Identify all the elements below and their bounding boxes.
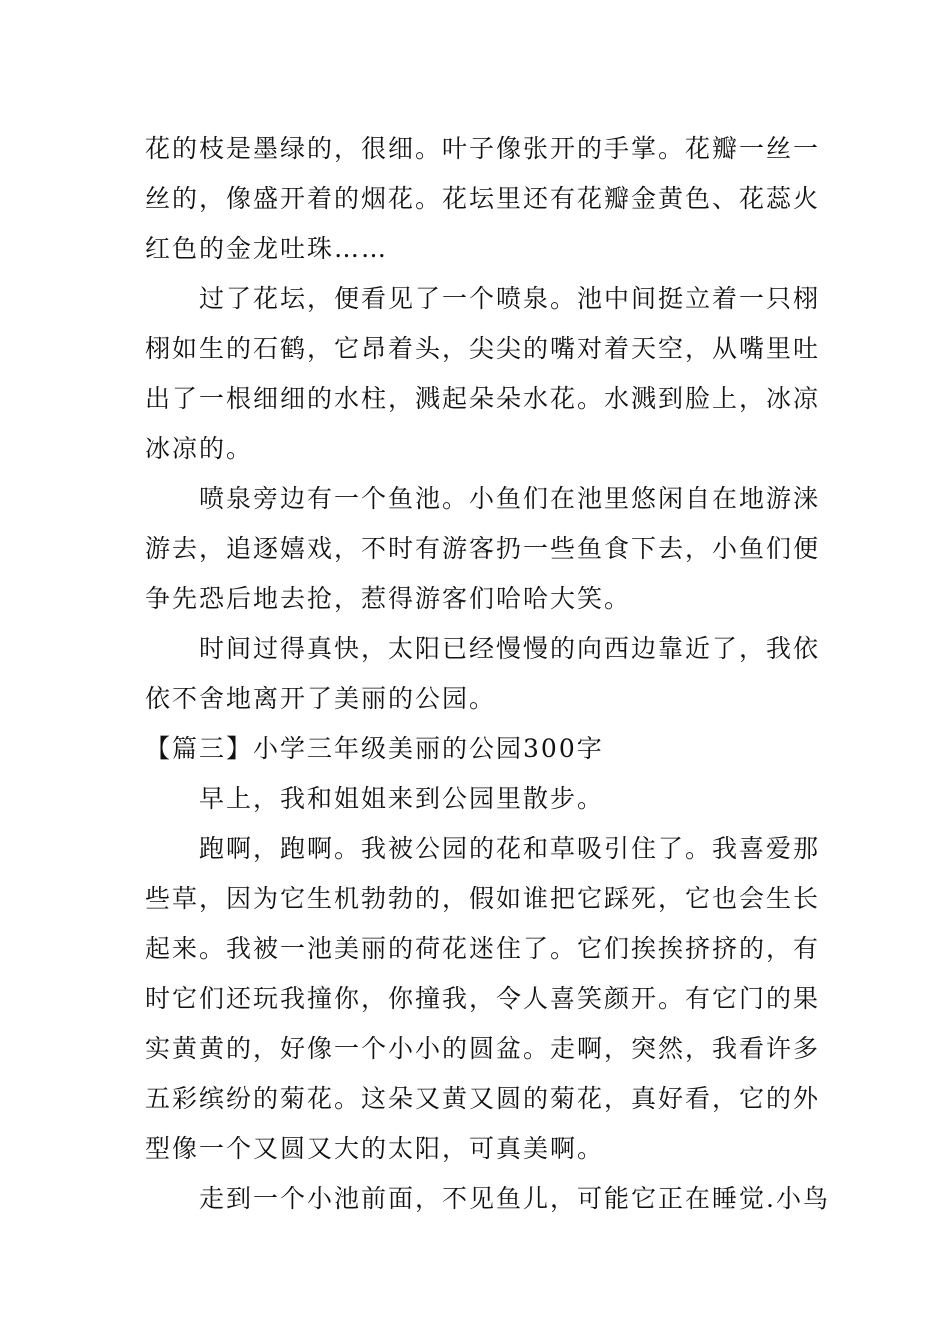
text-line: 起来。我被一池美丽的荷花迷住了。它们挨挨挤挤的，有 <box>145 934 821 963</box>
section-heading-text: 【篇三】小学三年级美丽的公园300字 <box>145 734 604 763</box>
paragraph <box>145 1174 830 1224</box>
text-line: 红色的金龙吐珠…… <box>145 234 389 263</box>
text-line: 栩如生的石鹤，它昂着头，尖尖的嘴对着天空，从嘴里吐 <box>145 334 821 363</box>
document-body <box>145 124 830 1224</box>
text-line: 游去，追逐嬉戏，不时有游客扔一些鱼食下去，小鱼们便 <box>145 534 821 563</box>
text-line: 实黄黄的，好像一个小小的圆盆。走啊，突然，我看许多 <box>145 1034 821 1063</box>
paragraph <box>145 474 821 624</box>
paragraph <box>145 124 821 274</box>
text-line: 走到一个小池前面，不见鱼儿，可能它正在睡觉.小鸟 <box>199 1184 830 1213</box>
text-line: 五彩缤纷的菊花。这朵又黄又圆的菊花，真好看，它的外 <box>145 1084 821 1113</box>
text-line: 早上，我和姐姐来到公园里散步。 <box>199 784 605 813</box>
text-line: 喷泉旁边有一个鱼池。小鱼们在池里悠闲自在地游涞 <box>199 484 821 513</box>
paragraph <box>145 774 810 824</box>
text-line: 型像一个又圆又大的太阳，可真美啊。 <box>145 1134 605 1163</box>
text-line: 冰凉的。 <box>145 434 254 463</box>
text-line: 时间过得真快，太阳已经慢慢的向西边靠近了，我依 <box>199 634 821 663</box>
text-line: 些草，因为它生机勃勃的，假如谁把它踩死，它也会生长 <box>145 884 821 913</box>
text-line: 依不舍地离开了美丽的公园。 <box>145 684 497 713</box>
text-line: 花的枝是墨绿的，很细。叶子像张开的手掌。花瓣一丝一 <box>145 134 821 163</box>
text-line: 出了一根细细的水柱，溅起朵朵水花。水溅到脸上，冰凉 <box>145 384 821 413</box>
paragraph <box>145 824 821 1174</box>
section-heading <box>145 724 810 774</box>
text-line: 时它们还玩我撞你，你撞我，令人喜笑颜开。有它门的果 <box>145 984 821 1013</box>
text-line: 丝的，像盛开着的烟花。花坛里还有花瓣金黄色、花蕊火 <box>145 184 821 213</box>
paragraph <box>145 274 821 474</box>
text-line: 跑啊，跑啊。我被公园的花和草吸引住了。我喜爱那 <box>199 834 821 863</box>
paragraph <box>145 624 821 724</box>
text-line: 争先恐后地去抢，惹得游客们哈哈大笑。 <box>145 584 632 613</box>
text-line: 过了花坛，便看见了一个喷泉。池中间挺立着一只栩 <box>199 284 821 313</box>
